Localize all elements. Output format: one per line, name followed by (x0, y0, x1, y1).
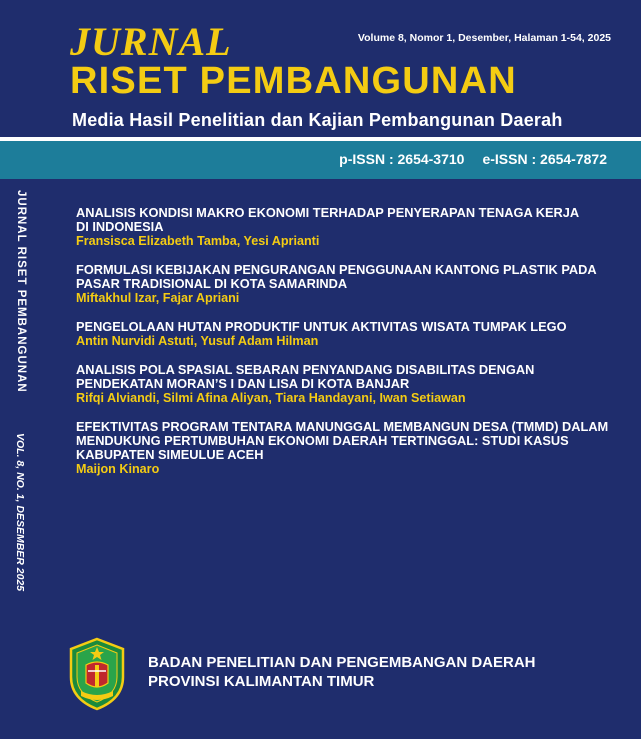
article-entry (76, 420, 624, 477)
article-entry (76, 263, 624, 306)
spine-volume: VOL. 8, NO. 1, DESEMBER 2025 (14, 433, 26, 592)
article-authors: Fransisca Elizabeth Tamba, Yesi Aprianti (76, 234, 320, 248)
article-title: EFEKTIVITAS PROGRAM TENTARA MANUNGGAL MEMBANGUN DESA (TMMD) DALAM MENDUKUNG PERTUMBUHAN EKONOMI DAERAH TERTINGGAL: STUDI KASUS KABUPATEN SIMEULUE ACEH (76, 419, 609, 462)
volume-info: Volume 8, Nomor 1, Desember, Halaman 1-54, 2025 (357, 32, 611, 44)
article-title: PENGELOLAAN HUTAN PRODUKTIF UNTUK AKTIVITAS WISATA TUMPAK LEGO (76, 319, 567, 334)
institution-province: PROVINSI KALIMANTAN TIMUR (148, 673, 375, 690)
electronic-issn: e-ISSN : 2654-7872 (482, 151, 607, 167)
article-entry (76, 206, 624, 249)
article-authors: Maijon Kinaro (76, 462, 160, 476)
article-authors: Miftakhul Izar, Fajar Apriani (76, 291, 240, 305)
article-title: ANALISIS POLA SPASIAL SEBARAN PENYANDANG DISABILITAS DENGAN PENDEKATAN MORAN’S I DAN LISA DI KOTA BANJAR (76, 362, 535, 391)
article-authors: Rifqi Alviandi, Silmi Afina Aliyan, Tiara Handayani, Iwan Setiawan (76, 391, 466, 405)
print-issn: p-ISSN : 2654-3710 (339, 151, 465, 167)
table-of-contents (76, 206, 624, 491)
journal-subtitle: Media Hasil Penelitian dan Kajian Pembangunan Daerah (72, 110, 563, 130)
article-title: FORMULASI KEBIJAKAN PENGURANGAN PENGGUNAAN KANTONG PLASTIK PADA PASAR TRADISIONAL DI KOTA SAMARINDA (76, 262, 597, 291)
article-title: ANALISIS KONDISI MAKRO EKONOMI TERHADAP PENYERAPAN TENAGA KERJA DI INDONESIA (76, 205, 580, 234)
spine-title: JURNAL RISET PEMBANGUNAN (15, 190, 27, 393)
journal-title: RISET PEMBANGUNAN (70, 60, 517, 102)
journal-label: JURNAL (70, 19, 232, 64)
article-entry (76, 363, 624, 406)
institution-name: BADAN PENELITIAN DAN PENGEMBANGAN DAERAH (148, 654, 536, 671)
kalimantan-timur-emblem-icon (68, 637, 126, 711)
article-entry (76, 320, 624, 349)
article-authors: Antin Nurvidi Astuti, Yusuf Adam Hilman (76, 334, 319, 348)
issn-line (339, 151, 607, 167)
